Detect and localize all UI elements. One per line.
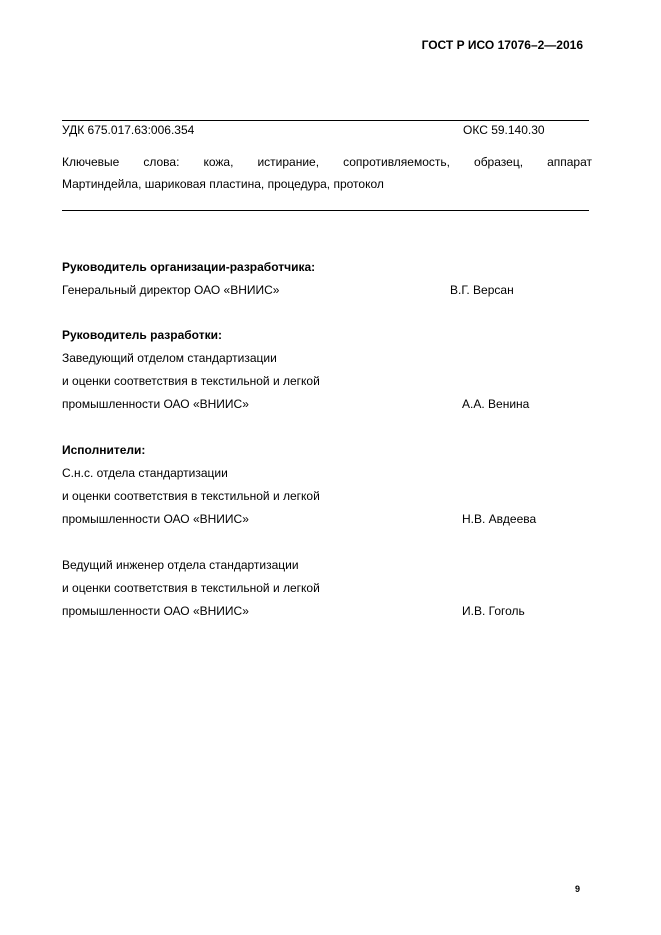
org-head-name: В.Г. Версан xyxy=(450,283,514,297)
performer-1-line-2: и оценки соответствия в текстильной и легкой xyxy=(62,489,320,503)
keywords-line-2: Мартиндейла, шариковая пластина, процедура, протокол xyxy=(62,177,384,191)
dev-head-heading: Руководитель разработки: xyxy=(62,328,222,342)
oks-code: ОКС 59.140.30 xyxy=(463,123,545,137)
performer-2-line-2: и оценки соответствия в текстильной и легкой xyxy=(62,581,320,595)
page-header-doc-code: ГОСТ Р ИСО 17076–2—2016 xyxy=(421,38,583,52)
dev-head-name: А.А. Венина xyxy=(462,397,530,411)
dev-head-line-2: и оценки соответствия в текстильной и легкой xyxy=(62,374,320,388)
bottom-rule xyxy=(62,210,589,211)
page-number: 9 xyxy=(575,884,581,894)
udk-code: УДК 675.017.63:006.354 xyxy=(62,123,195,137)
performer-2-line-3: промышленности ОАО «ВНИИС» xyxy=(62,604,249,618)
org-head-position: Генеральный директор ОАО «ВНИИС» xyxy=(62,283,280,297)
top-rule xyxy=(62,120,589,121)
performer-1-name: Н.В. Авдеева xyxy=(462,512,537,526)
performer-2-name: И.В. Гоголь xyxy=(462,604,525,618)
org-head-heading: Руководитель организации-разработчика: xyxy=(62,260,316,274)
keywords-block xyxy=(62,151,592,195)
dev-head-line-3: промышленности ОАО «ВНИИС» xyxy=(62,397,249,411)
keywords-line-1: Ключевые слова: кожа, истирание, сопротивляемость, образец, аппарат xyxy=(62,155,592,169)
performer-1-line-3: промышленности ОАО «ВНИИС» xyxy=(62,512,249,526)
dev-head-line-1: Заведующий отделом стандартизации xyxy=(62,351,277,365)
performer-1-line-1: С.н.с. отдела стандартизации xyxy=(62,466,228,480)
performers-heading: Исполнители: xyxy=(62,443,146,457)
performer-2-line-1: Ведущий инженер отдела стандартизации xyxy=(62,558,299,572)
